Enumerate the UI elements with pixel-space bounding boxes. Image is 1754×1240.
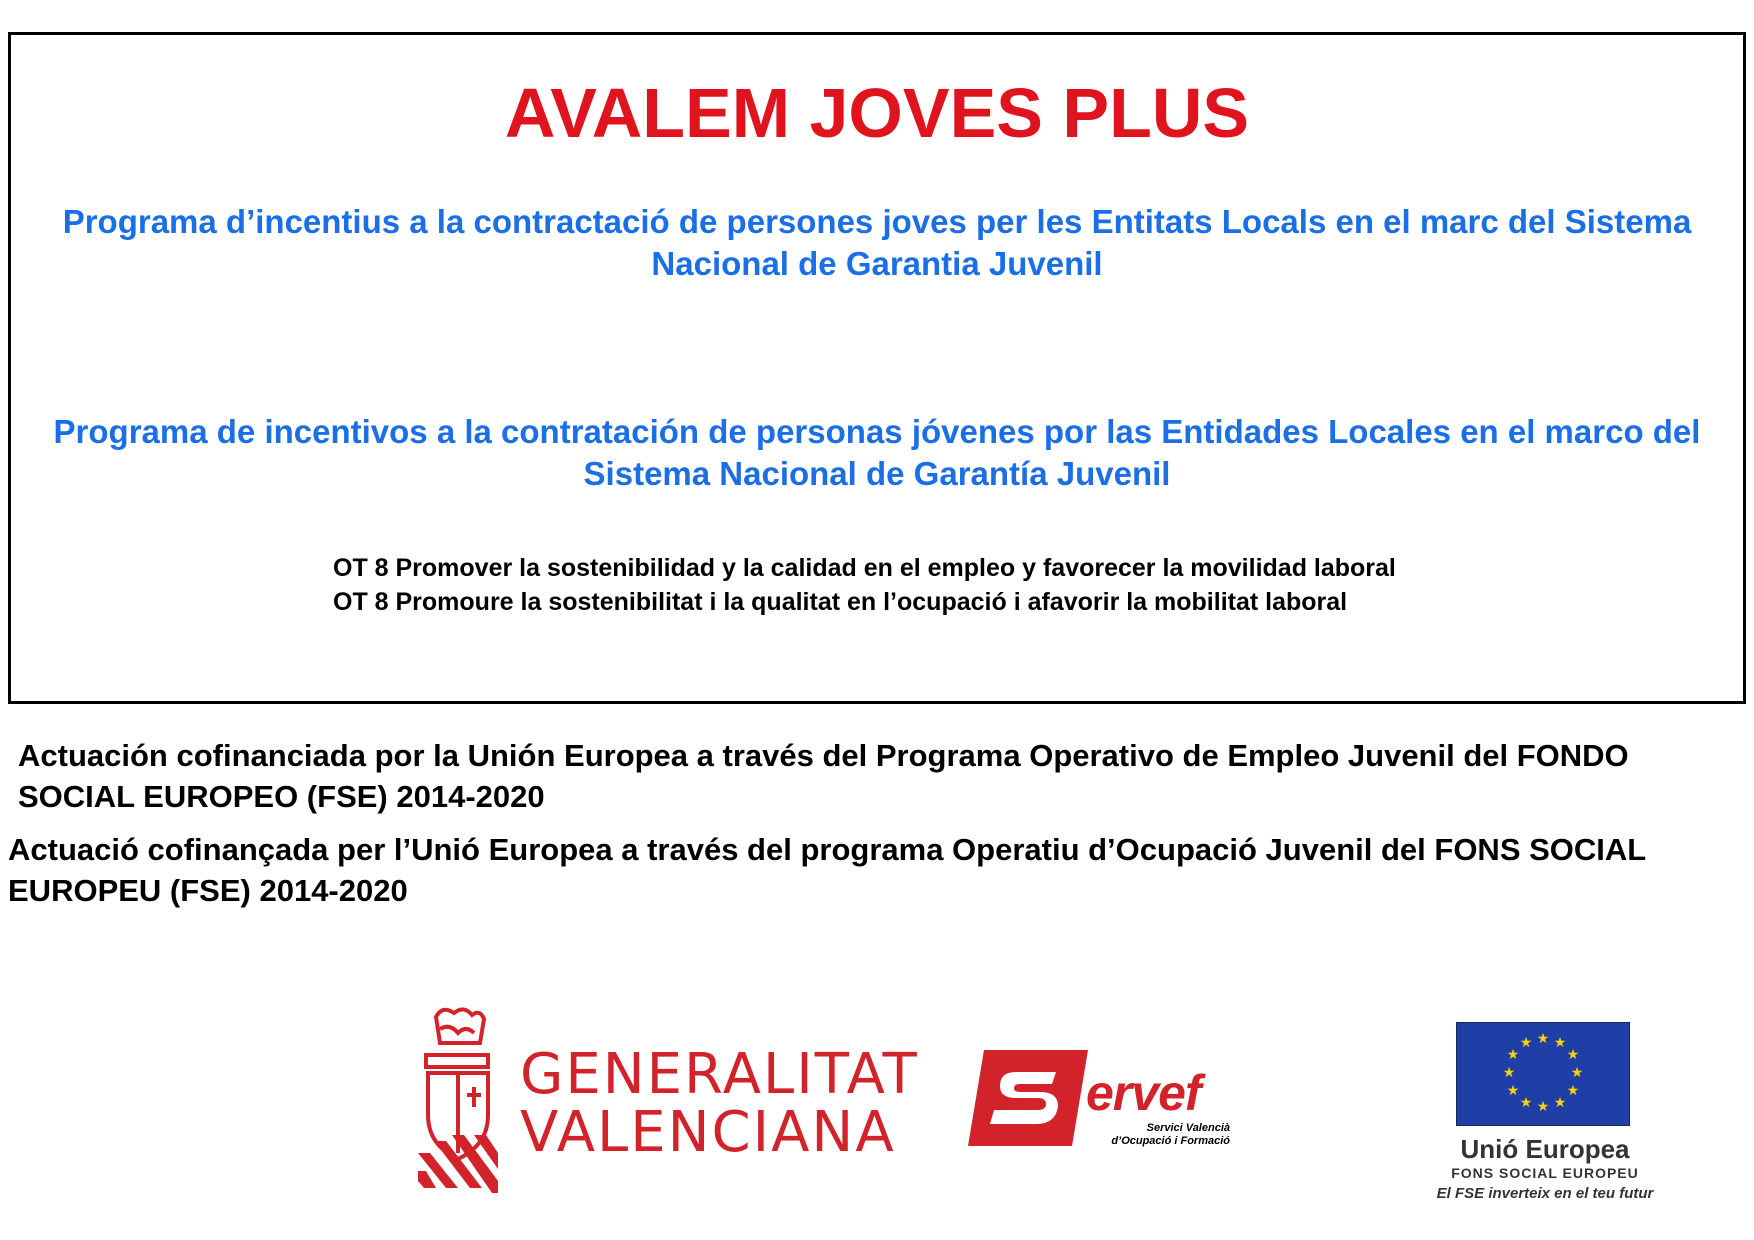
servef-subtitle-1: Servici Valencià (1146, 1122, 1230, 1134)
generalitat-valenciana-logo (418, 1003, 919, 1198)
objective-line-va: OT 8 Promoure la sostenibilitat i la qualitat en l’ocupació i afavorir la mobilitat laboral (333, 588, 1348, 616)
european-union-logo (1410, 1020, 1690, 1210)
eu-fund-name: FONS SOCIAL EUROPEU (1451, 1165, 1639, 1181)
svg-text:★: ★ (1553, 1035, 1567, 1051)
servef-s-icon (968, 1050, 1088, 1146)
svg-text:★: ★ (1566, 1083, 1580, 1099)
svg-text:★: ★ (1519, 1095, 1533, 1111)
subtitle-valencian: Programa d’incentius a la contractació de persones joves per les Entitats Locals en el marc del Sistema Nacional de Garantia Juvenil (62, 203, 1692, 282)
cofinancing-statement-va: Actuació cofinançada per l’Unió Europea a través del programa Operatiu d’Ocupació Juvenil del FONS SOCIAL EUROPEU (FSE) 2014-2020 (8, 832, 1646, 908)
subtitle-spanish: Programa de incentivos a la contratación de personas jóvenes por las Entidades Locales en el marco del Sistema Nacional de Garantía Juvenil (53, 413, 1701, 492)
objective-line-es: OT 8 Promover la sostenibilidad y la calidad en el empleo y favorecer la movilidad laboral (333, 554, 1396, 582)
servef-logo (968, 1050, 1234, 1150)
cofinancing-statement-es: Actuación cofinanciada por la Unión Europea a través del Programa Operativo de Empleo Juvenil del FONDO SOCIAL EUROPEO (FSE) 2014-2020 (18, 738, 1629, 814)
svg-text:★: ★ (1519, 1035, 1533, 1051)
servef-subtitle-2: d’Ocupació i Formació (1111, 1135, 1230, 1147)
servef-wordmark: ervef (1086, 1065, 1201, 1121)
svg-text:★: ★ (1536, 1099, 1550, 1115)
svg-text:★: ★ (1536, 1031, 1550, 1047)
svg-text:★: ★ (1566, 1047, 1580, 1063)
svg-text:★: ★ (1506, 1083, 1520, 1099)
coat-of-arms-icon (418, 1003, 498, 1198)
valenciana-wordmark: VALENCIANA (520, 1100, 896, 1165)
title-frame (8, 32, 1746, 704)
eu-name: Unió Europea (1460, 1134, 1630, 1164)
svg-text:★: ★ (1502, 1065, 1516, 1081)
eu-slogan: El FSE inverteix en el teu futur (1436, 1185, 1654, 1202)
svg-text:★: ★ (1506, 1047, 1520, 1063)
svg-text:★: ★ (1553, 1095, 1567, 1111)
svg-text:★: ★ (1570, 1065, 1584, 1081)
program-title: AVALEM JOVES PLUS (504, 74, 1250, 152)
generalitat-wordmark: GENERALITAT (520, 1042, 919, 1107)
eu-flag-icon (1456, 1022, 1630, 1126)
